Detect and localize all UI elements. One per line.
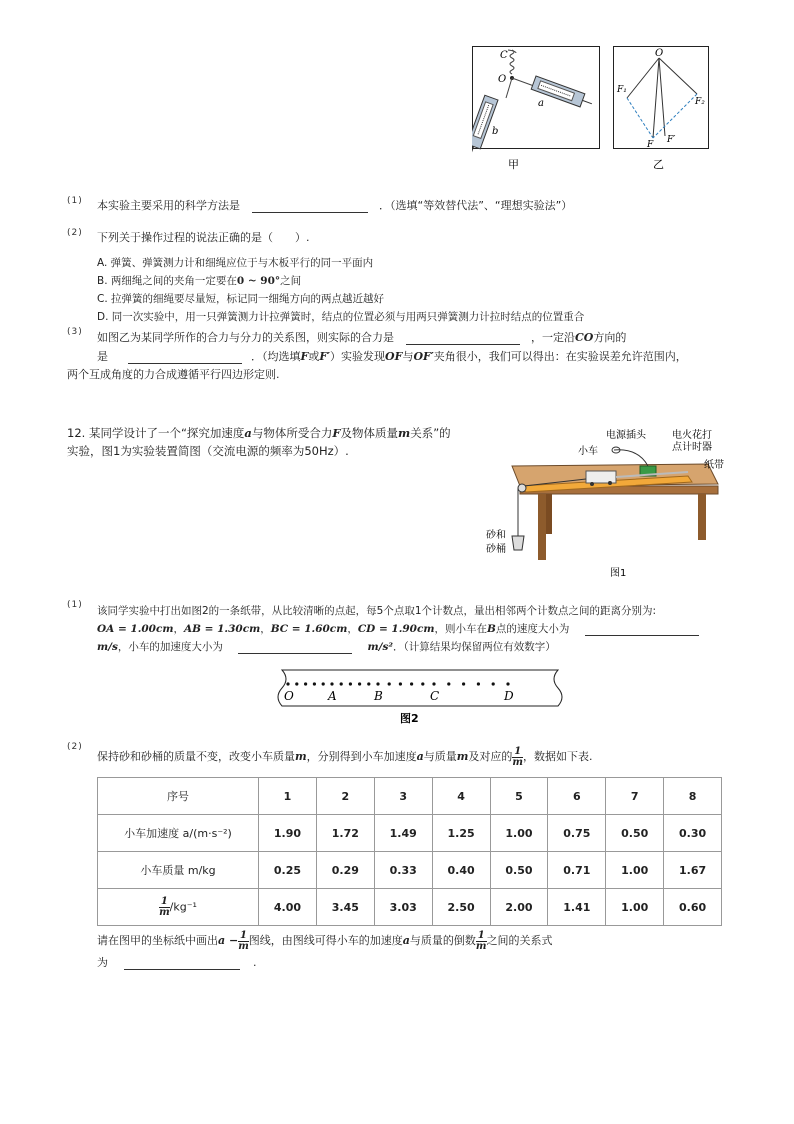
question-1-text: 本实验主要采用的科学方法是 <box>97 199 240 212</box>
tail-text-c: 与质量的倒数 <box>409 934 476 947</box>
q3-text-d: 是 <box>97 350 108 363</box>
question-3-line-2 <box>97 350 687 364</box>
tape-dot <box>322 682 325 685</box>
label-c: C <box>500 50 508 61</box>
table-row <box>98 889 722 926</box>
label-timer-2: 点计时器 <box>672 442 712 453</box>
frac-bottom: m <box>475 940 487 952</box>
table-cell: 1.00 <box>606 852 664 889</box>
tape-label: C <box>430 689 440 703</box>
table-cell: 3.03 <box>374 889 432 926</box>
tape-label: D <box>504 689 514 703</box>
figure-yi <box>613 46 709 176</box>
problem-12-line-2: 实验，图1为实验装置简图（交流电源的频率为50Hz）. <box>67 444 349 458</box>
tape-dot <box>492 682 495 685</box>
table-cell: 0.50 <box>606 815 664 852</box>
q5-text-a: 保持砂和砂桶的质量不变，改变小车质量 <box>97 750 295 763</box>
q3-text-g: 夹角很小，我们可以得出：在实验误差允许范围内， <box>433 350 687 363</box>
tape-dot <box>313 682 316 685</box>
option-d[interactable]: D. 同一次实验中，用一只弹簧测力计拉弹簧时，结点的位置必须与用两只弹簧测力计拉时结点的位置重合 <box>97 311 585 323</box>
p12-math-m: m <box>398 426 411 440</box>
p12-math-a: a <box>244 426 252 440</box>
question-1 <box>97 199 572 213</box>
caption-jia: 甲 <box>508 158 519 171</box>
label-f1: F₁ <box>617 85 627 95</box>
row-label-mass: 小车质量 m/kg <box>98 852 259 889</box>
table-cell: 2 <box>316 778 374 815</box>
q3-math-fp: F′ <box>319 350 331 363</box>
table-cell: 2.00 <box>490 889 548 926</box>
table-cell: 0.60 <box>664 889 722 926</box>
question-4-line-2: OA = 1.00cm，AB = 1.30cm，BC = 1.60cm，CD = 1.90cm，则小车在B点的速度大小为 <box>97 622 699 636</box>
data-table <box>97 777 722 926</box>
p12-text-d: 关系”的 <box>410 426 451 440</box>
q5-text-d: 及对应的 <box>468 750 513 763</box>
q3-text-or: 或 <box>308 350 320 363</box>
tape-dot <box>399 682 402 685</box>
question-5-stem <box>97 744 593 770</box>
figure-yi-drawing <box>613 46 709 176</box>
q3-math-f: F <box>300 350 309 363</box>
tape-dot <box>432 682 435 685</box>
question-number: (2) <box>67 228 83 238</box>
tape-dot <box>349 682 352 685</box>
question-4-line-3 <box>97 640 556 654</box>
label-a: a <box>538 98 544 109</box>
figure-jia-drawing <box>472 46 600 176</box>
table-cell: 0.29 <box>316 852 374 889</box>
fraction-1-over-m <box>476 931 487 952</box>
tail-text-e: 为 <box>97 956 108 969</box>
q5-math-m2: m <box>456 750 469 763</box>
question-number: (1) <box>67 196 83 206</box>
question-number: (2) <box>67 742 83 752</box>
q4-ab: AB = 1.30cm <box>183 623 261 635</box>
fraction-1-over-m <box>512 747 523 768</box>
option-c[interactable]: C. 拉弹簧的细绳要尽量短，标记同一细绳方向的两点越近越好 <box>97 293 385 305</box>
table-cell: 3 <box>374 778 432 815</box>
answer-blank-2[interactable] <box>406 332 520 345</box>
tape-label: A <box>328 689 337 703</box>
fraction-1-over-m <box>238 931 249 952</box>
question-1-hint: ．（选填“等效替代法”、“理想实验法”） <box>379 199 573 212</box>
option-b[interactable] <box>97 274 301 288</box>
table-cell: 0.30 <box>664 815 722 852</box>
question-2-stem: 下列关于操作过程的说法正确的是（ ）. <box>97 231 310 244</box>
q3-text-f: ）实验发现 <box>330 350 386 363</box>
q3-text-and: 与 <box>402 350 414 363</box>
figure-1 <box>480 424 730 584</box>
frac-bottom: m <box>512 756 524 768</box>
tape-dot <box>421 682 424 685</box>
tail-text-f: . <box>253 956 257 969</box>
tape-dot <box>358 682 361 685</box>
tape-drawing <box>268 664 568 728</box>
tail-math: a − <box>218 934 239 947</box>
table-cell: 0.71 <box>548 852 606 889</box>
table-cell: 7 <box>606 778 664 815</box>
q5-text-b: ，分别得到小车加速度 <box>306 750 417 763</box>
answer-blank-6[interactable] <box>124 957 240 970</box>
q3-math-ofp: OF′ <box>413 350 434 363</box>
table-cell: 1 <box>259 778 317 815</box>
figure-1-drawing <box>480 424 730 584</box>
table-cell: 1.41 <box>548 889 606 926</box>
q3-text-a: 如图乙为某同学所作的合力与分力的关系图，则实际的合力是 <box>97 331 394 344</box>
table-cell: 1.00 <box>490 815 548 852</box>
tape-dot <box>367 682 370 685</box>
label-b: b <box>492 126 499 137</box>
table-cell: 5 <box>490 778 548 815</box>
tail-text-d: 之间的关系式 <box>486 934 553 947</box>
tape-dot <box>304 682 307 685</box>
table-cell: 4.00 <box>259 889 317 926</box>
option-b-tail: 之间 <box>280 275 302 287</box>
q4-oa: OA = 1.00cm <box>97 623 174 635</box>
caption-fig2: 图2 <box>400 712 419 725</box>
label-car: 小车 <box>578 446 598 457</box>
tape-dot <box>477 682 480 685</box>
table-cell: 1.00 <box>606 889 664 926</box>
q3-text-c: 方向的 <box>593 331 627 344</box>
option-b-math: 0 ~ 90° <box>236 275 281 287</box>
table-cell: 1.25 <box>432 815 490 852</box>
table-cell: 6 <box>548 778 606 815</box>
figure-2 <box>268 664 568 728</box>
frac-bottom: m <box>159 906 170 918</box>
table-cell: 0.40 <box>432 852 490 889</box>
q3-text-e: ．（均选填 <box>251 350 301 363</box>
table-row <box>98 815 722 852</box>
question-3-line-3: 两个互成角度的力合成遵循平行四边形定则. <box>67 368 280 381</box>
table-row <box>98 852 722 889</box>
frac-bottom: m <box>238 940 249 952</box>
table-cell: 0.25 <box>259 852 317 889</box>
label-f: F <box>647 140 654 150</box>
tape-dot <box>330 682 333 685</box>
label-o: O <box>498 74 507 85</box>
tape-dot <box>340 682 343 685</box>
q5-text-e: ，数据如下表. <box>523 750 593 763</box>
question-3-line-1 <box>97 331 626 345</box>
table-cell: 1.90 <box>259 815 317 852</box>
problem-12-line-1 <box>67 426 451 440</box>
p12-text-a: 12. 某同学设计了一个“探究加速度 <box>67 426 245 440</box>
option-b-text: B. 两细绳之间的夹角一定要在 <box>97 275 237 287</box>
table-cell: 1.67 <box>664 852 722 889</box>
tail-text-b: 图线，由图线可得小车的加速度 <box>248 934 403 947</box>
caption-yi: 乙 <box>653 158 664 171</box>
label-o: O <box>655 48 664 59</box>
answer-blank-4[interactable] <box>585 623 699 636</box>
frac-top: 1 <box>160 895 168 907</box>
q5-math-m: m <box>295 750 307 763</box>
figure-jia <box>472 46 600 176</box>
table-cell: 0.75 <box>548 815 606 852</box>
label-sand-2: 砂桶 <box>486 544 506 555</box>
caption-fig1: 图1 <box>610 568 627 579</box>
tape-dot <box>295 682 298 685</box>
q4-text-d: ．（计算结果均保留两位有效数字） <box>393 641 556 653</box>
table-cell: 1.49 <box>374 815 432 852</box>
tail-math-a: a <box>402 934 410 947</box>
q4-bc: BC = 1.60cm <box>270 623 348 635</box>
table-cell: 0.33 <box>374 852 432 889</box>
tape-dot <box>447 682 450 685</box>
frac-top: 1 <box>514 745 522 757</box>
question-number: (1) <box>67 600 83 610</box>
label-sand-1: 砂和 <box>486 530 506 541</box>
q4-text-c: ，小车的加速度大小为 <box>117 641 223 653</box>
p12-text-b: 与物体所受合力 <box>251 426 333 440</box>
answer-blank-1[interactable] <box>252 200 368 213</box>
row-label-acceleration: 小车加速度 a/(m·s⁻²) <box>98 815 259 852</box>
q3-math-of: OF <box>385 350 403 363</box>
option-a[interactable]: A. 弹簧、弹簧测力计和细绳应位于与木板平行的同一平面内 <box>97 257 374 269</box>
label-plug: 电源插头 <box>606 430 646 441</box>
row-label-inverse-mass <box>98 889 259 926</box>
frac-top: 1 <box>477 929 485 941</box>
tail-line-2 <box>97 956 257 970</box>
tail-text-a: 请在图甲的坐标纸中画出 <box>97 934 218 947</box>
table-cell: 3.45 <box>316 889 374 926</box>
q4-unit-a: m/s² <box>367 641 394 653</box>
q4-cd: CD = 1.90cm <box>357 623 435 635</box>
table-cell: 1.72 <box>316 815 374 852</box>
table-header-label: 序号 <box>98 778 259 815</box>
q4-text-a: ，则小车在 <box>434 623 487 635</box>
label-tape: 纸带 <box>704 460 724 471</box>
table-cell: 0.50 <box>490 852 548 889</box>
tape-dot <box>506 682 509 685</box>
p12-math-f: F <box>332 426 341 440</box>
q4-unit-v: m/s <box>97 641 118 653</box>
tape-label: O <box>284 689 294 703</box>
label-f2: F₂ <box>695 97 705 107</box>
tape-dot <box>286 682 289 685</box>
q5-math-a: a <box>416 750 424 763</box>
tail-line-1 <box>97 928 553 954</box>
table-cell: 8 <box>664 778 722 815</box>
q4-math-b: B <box>486 623 496 635</box>
label-f-prime: F′ <box>667 135 676 145</box>
q4-text-b: 点的速度大小为 <box>495 623 570 635</box>
answer-blank-3[interactable] <box>128 351 242 364</box>
table-cell: 4 <box>432 778 490 815</box>
q3-math-co: CO <box>575 331 594 344</box>
question-4-line-1: 该同学实验中打出如图2的一条纸带，从比较清晰的点起，每5个点取1个计数点，量出相邻两个计数点之间的距离分别为: <box>97 605 657 617</box>
tape-dot <box>410 682 413 685</box>
tape-dot <box>462 682 465 685</box>
row-inv-unit: /kg⁻¹ <box>169 900 197 913</box>
tape-dot <box>376 682 379 685</box>
label-timer-1: 电火花打 <box>672 430 712 441</box>
tape-dot <box>388 682 391 685</box>
p12-text-c: 及物体质量 <box>340 426 399 440</box>
answer-blank-5[interactable] <box>238 641 352 654</box>
fraction-1-over-m <box>159 897 170 918</box>
frac-top: 1 <box>240 929 247 941</box>
q5-text-c: 与质量 <box>423 750 457 763</box>
table-row <box>98 778 722 815</box>
table-cell: 2.50 <box>432 889 490 926</box>
tape-label: B <box>374 689 383 703</box>
q3-text-b: ，一定沿 <box>531 331 575 344</box>
question-number: (3) <box>67 327 83 337</box>
